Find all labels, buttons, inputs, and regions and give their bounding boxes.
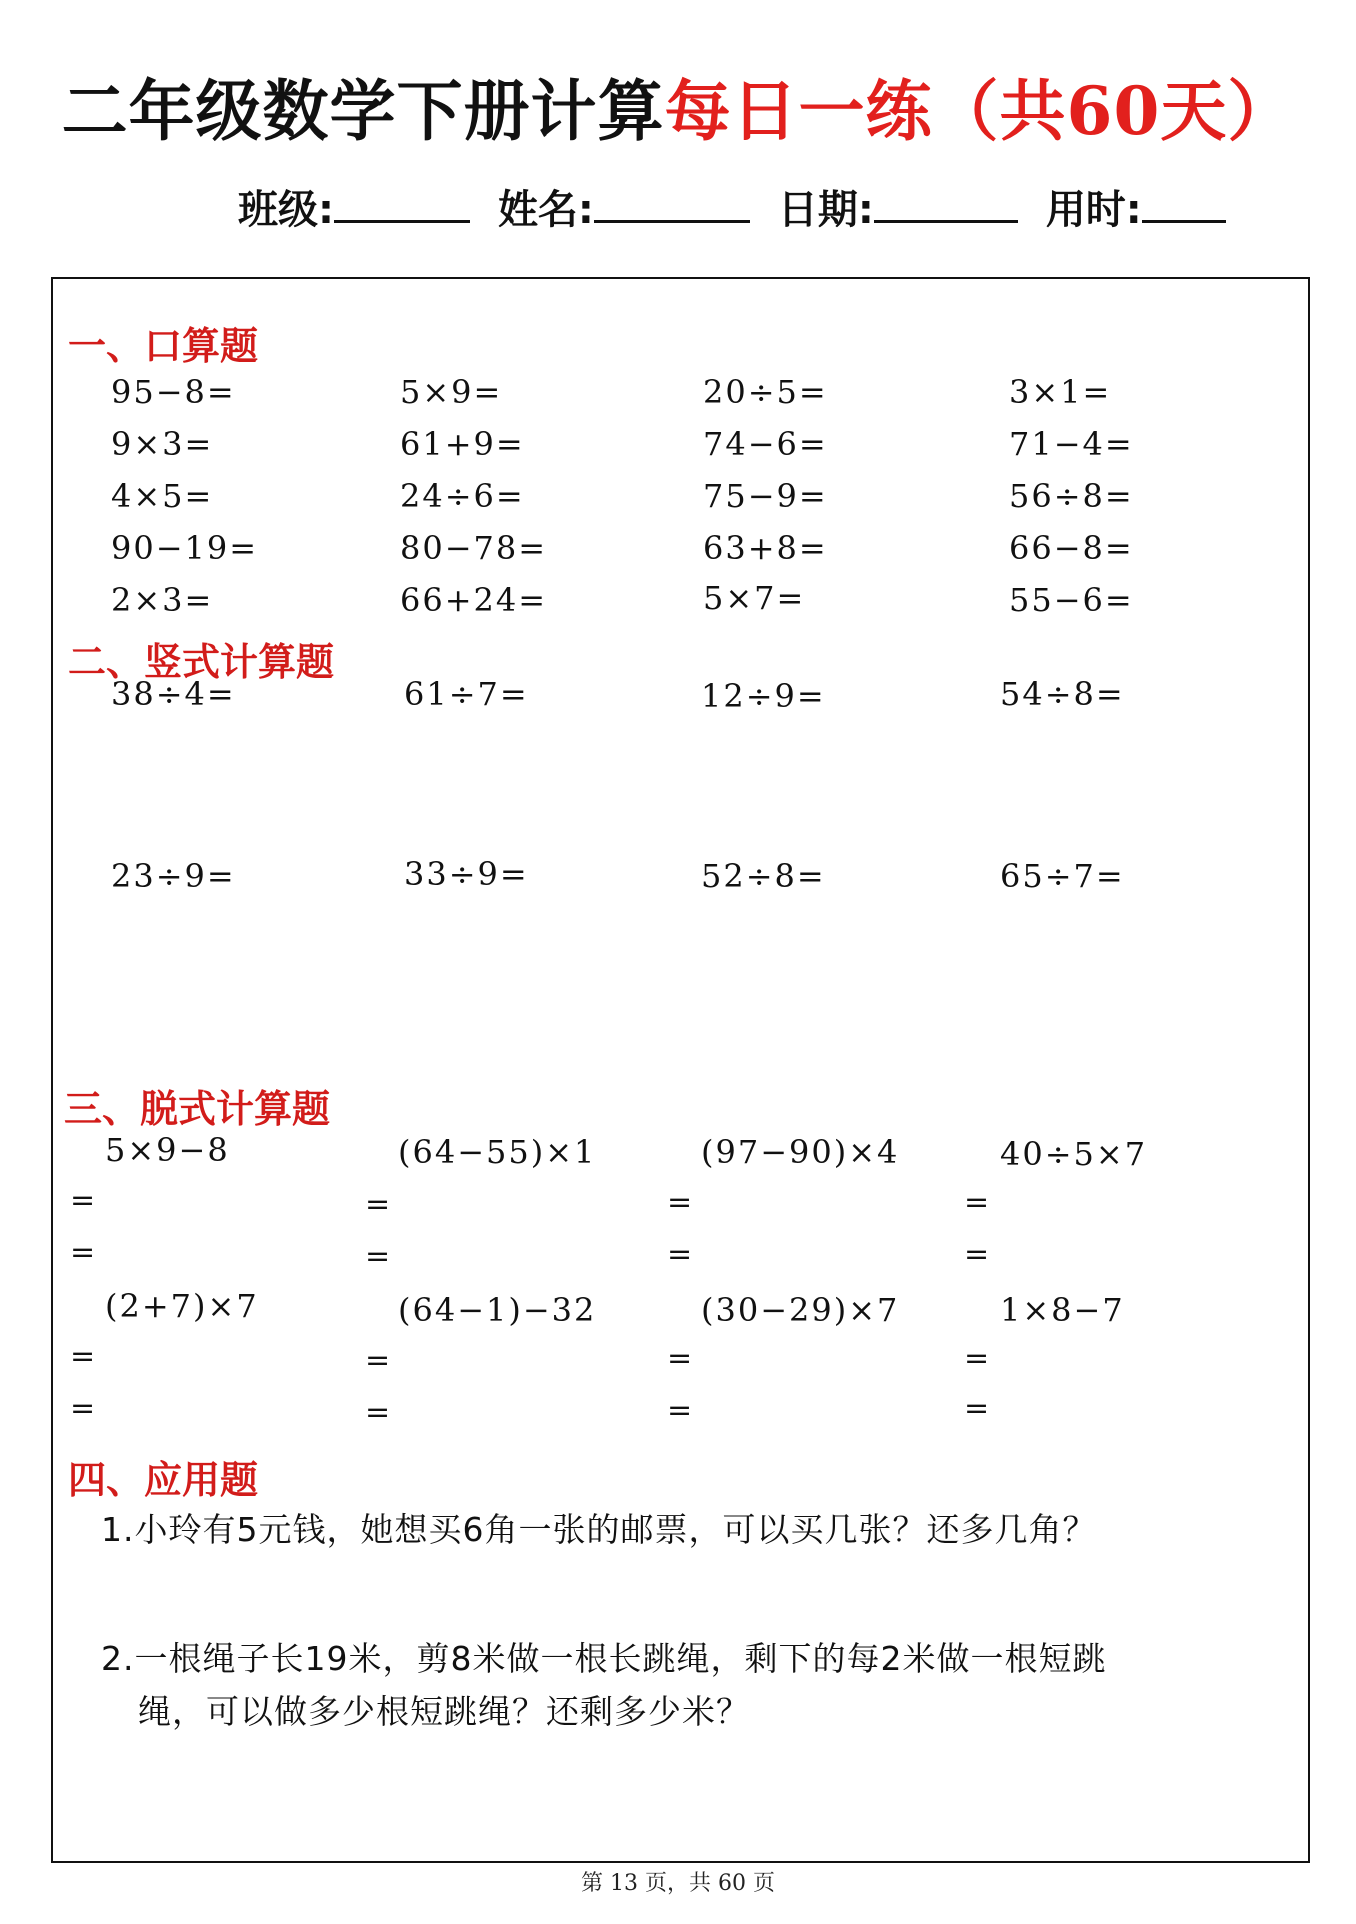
stepwise-question: 40÷5×7 xyxy=(1000,1135,1148,1173)
equals-sign: = xyxy=(667,1237,693,1272)
oral-question: 5×7= xyxy=(703,579,806,617)
word-problem-2-line-2: 绳，可以做多少根短跳绳？还剩多少米？ xyxy=(138,1692,750,1731)
oral-question: 5×9= xyxy=(400,373,503,411)
equals-sign: = xyxy=(365,1395,391,1430)
vertical-question: 23÷9= xyxy=(111,857,236,895)
equals-sign: = xyxy=(964,1341,990,1376)
equals-sign: = xyxy=(964,1391,990,1426)
date-label: 日期: xyxy=(777,187,874,233)
stepwise-question: (64−55)×1 xyxy=(398,1133,597,1171)
oral-question: 71−4= xyxy=(1009,425,1134,463)
oral-question: 75−9= xyxy=(703,477,828,515)
equals-sign: = xyxy=(365,1239,391,1274)
equals-sign: = xyxy=(667,1341,693,1376)
student-info-line xyxy=(238,178,1240,235)
oral-question: 3×1= xyxy=(1009,373,1112,411)
equals-sign: = xyxy=(70,1235,96,1270)
stepwise-question: 1×8−7 xyxy=(1000,1291,1125,1329)
equals-sign: = xyxy=(70,1391,96,1426)
oral-question: 20÷5= xyxy=(703,373,828,411)
oral-question: 66−8= xyxy=(1009,529,1134,567)
oral-question: 24÷6= xyxy=(400,477,525,515)
stepwise-question: (64−1)−32 xyxy=(398,1291,597,1329)
equals-sign: = xyxy=(70,1339,96,1374)
oral-question: 2×3= xyxy=(111,581,214,619)
oral-question: 90−19= xyxy=(111,529,259,567)
vertical-question: 54÷8= xyxy=(1000,675,1125,713)
equals-sign: = xyxy=(964,1237,990,1272)
section-vertical-heading: 二、竖式计算题 xyxy=(68,639,335,684)
worksheet-title xyxy=(0,58,1356,153)
oral-question: 63+8= xyxy=(703,529,828,567)
class-label: 班级: xyxy=(238,187,334,233)
name-label: 姓名: xyxy=(497,187,594,233)
equals-sign: = xyxy=(365,1187,391,1222)
vertical-question: 65÷7= xyxy=(1000,857,1125,895)
oral-question: 74−6= xyxy=(703,425,828,463)
vertical-question: 12÷9= xyxy=(701,677,826,715)
vertical-question: 61÷7= xyxy=(404,675,529,713)
word-problem-1: 1.小玲有5元钱，她想买6角一张的邮票，可以买几张？还多几角？ xyxy=(101,1510,1097,1549)
section-stepwise-heading: 三、脱式计算题 xyxy=(64,1086,331,1131)
equals-sign: = xyxy=(667,1393,693,1428)
vertical-question: 38÷4= xyxy=(111,675,236,713)
stepwise-question: (2+7)×7 xyxy=(105,1287,259,1325)
oral-question: 56÷8= xyxy=(1009,477,1134,515)
vertical-question: 33÷9= xyxy=(404,855,529,893)
vertical-question: 52÷8= xyxy=(701,857,826,895)
equals-sign: = xyxy=(365,1343,391,1378)
word-problem-2-line-1: 2.一根绳子长19米，剪8米做一根长跳绳，剩下的每2米做一根短跳 xyxy=(101,1639,1107,1678)
page-footer: 第 13 页，共 60 页 xyxy=(581,1871,775,1896)
stepwise-question: (97−90)×4 xyxy=(701,1133,900,1171)
oral-question: 9×3= xyxy=(111,425,214,463)
oral-question: 61+9= xyxy=(400,425,525,463)
equals-sign: = xyxy=(667,1185,693,1220)
time-blank[interactable] xyxy=(1142,186,1226,223)
stepwise-question: 5×9−8 xyxy=(105,1131,230,1169)
section-oral-heading: 一、口算题 xyxy=(68,323,259,368)
section-word-problems-heading: 四、应用题 xyxy=(68,1457,259,1502)
equals-sign: = xyxy=(964,1185,990,1220)
stepwise-question: (30−29)×7 xyxy=(701,1291,900,1329)
oral-question: 95−8= xyxy=(111,373,236,411)
oral-question: 4×5= xyxy=(111,477,214,515)
oral-question: 80−78= xyxy=(400,529,548,567)
title-highlight: 每日一练（共60天） xyxy=(664,72,1295,150)
equals-sign: = xyxy=(70,1183,96,1218)
time-label: 用时: xyxy=(1045,187,1142,233)
class-blank[interactable] xyxy=(334,186,470,223)
name-blank[interactable] xyxy=(594,186,750,223)
oral-question: 66+24= xyxy=(400,581,548,619)
title-main: 二年级数学下册计算 xyxy=(61,72,665,150)
oral-question: 55−6= xyxy=(1009,581,1134,619)
date-blank[interactable] xyxy=(874,186,1018,223)
